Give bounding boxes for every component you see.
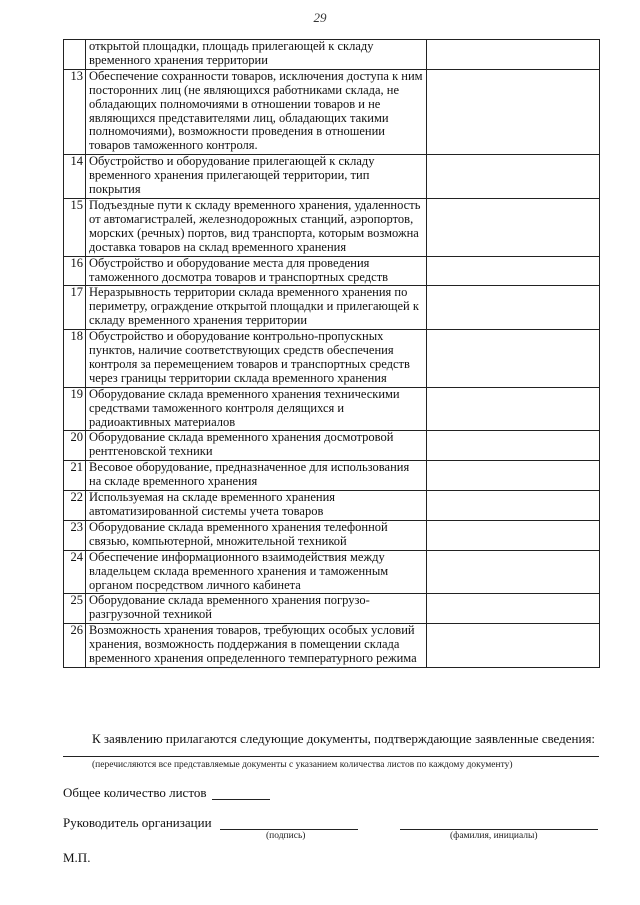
table-row (64, 286, 600, 330)
row-number: 20 (64, 431, 86, 461)
table-row (64, 461, 600, 491)
table-row (64, 387, 600, 431)
row-number: 13 (64, 69, 86, 154)
row-description: Возможность хранения товаров, требующих особых условий хранения, возможность поддержания в помещении склада временного хранения определенного температурного режима (86, 624, 427, 668)
row-value-cell[interactable] (427, 491, 600, 521)
table-row (64, 431, 600, 461)
row-description: Подъездные пути к складу временного хранения, удаленность от автомагистралей, железнодорожных станций, аэропортов, морских (речных) портов, вид транспорта, которым возможна доставка товаров на склад временного хранения (86, 198, 427, 256)
row-description: Обеспечение информационного взаимодействия между владельцем склада временного хранения и таможенным органом посредством личного кабинета (86, 550, 427, 594)
row-value-cell[interactable] (427, 330, 600, 388)
row-number: 21 (64, 461, 86, 491)
row-value-cell[interactable] (427, 69, 600, 154)
row-number: 19 (64, 387, 86, 431)
attachments-line (63, 756, 599, 757)
table-row (64, 330, 600, 388)
attachments-note: (перечисляются все представляемые документы с указанием количества листов по каждому документу) (92, 760, 513, 770)
row-description: Оборудование склада временного хранения техническими средствами таможенного контроля делящихся и радиоактивных материалов (86, 387, 427, 431)
name-line (400, 829, 598, 830)
row-description: Обеспечение сохранности товаров, исключения доступа к ним посторонних лиц (не являющихся работниками склада, не обладающих полномочиями в отношении товаров и не являющихся представителями лиц, обладающих такими полномочиями), возможности проведения в отношении товаров таможенного контроля. (86, 69, 427, 154)
table-row (64, 40, 600, 70)
row-value-cell[interactable] (427, 387, 600, 431)
row-value-cell[interactable] (427, 286, 600, 330)
row-description: Весовое оборудование, предназначенное для использования на складе временного хранения (86, 461, 427, 491)
row-value-cell[interactable] (427, 550, 600, 594)
stamp-label: М.П. (63, 850, 91, 865)
signature-line (220, 829, 358, 830)
row-description: Обустройство и оборудование места для проведения таможенного досмотра товаров и транспортных средств (86, 256, 427, 286)
table-row (64, 624, 600, 668)
row-value-cell[interactable] (427, 40, 600, 70)
row-value-cell[interactable] (427, 594, 600, 624)
row-description: Оборудование склада временного хранения погрузо-разгрузочной техникой (86, 594, 427, 624)
row-value-cell[interactable] (427, 431, 600, 461)
row-description: Оборудование склада временного хранения телефонной связью, компьютерной, множительной техникой (86, 520, 427, 550)
row-number: 22 (64, 491, 86, 521)
row-number: 25 (64, 594, 86, 624)
row-description: Обустройство и оборудование контрольно-пропускных пунктов, наличие соответствующих средств обеспечения контроля за перемещением товаров и транспортных средств через границы территории склада временного хранения (86, 330, 427, 388)
row-number: 17 (64, 286, 86, 330)
row-description: Обустройство и оборудование прилегающей к складу временного хранения прилегающей территории, тип покрытия (86, 155, 427, 199)
row-value-cell[interactable] (427, 624, 600, 668)
table-row (64, 198, 600, 256)
row-description: Неразрывность территории склада временного хранения по периметру, ограждение открытой площадки и прилегающей к складу временного хранения территории (86, 286, 427, 330)
table-row (64, 594, 600, 624)
row-number: 18 (64, 330, 86, 388)
total-sheets-line (212, 799, 270, 800)
table-row (64, 550, 600, 594)
row-value-cell[interactable] (427, 256, 600, 286)
signature-note: (подпись) (266, 831, 306, 841)
row-number: 14 (64, 155, 86, 199)
row-value-cell[interactable] (427, 198, 600, 256)
row-number: 15 (64, 198, 86, 256)
total-sheets-label: Общее количество листов (63, 785, 207, 800)
table-row (64, 491, 600, 521)
table-row (64, 520, 600, 550)
row-value-cell[interactable] (427, 155, 600, 199)
row-description: Используемая на складе временного хранения автоматизированной системы учета товаров (86, 491, 427, 521)
row-number: 23 (64, 520, 86, 550)
table-row (64, 69, 600, 154)
row-number (64, 40, 86, 70)
row-description: открытой площадки, площадь прилегающей к складу временного хранения территории (86, 40, 427, 70)
table-row (64, 256, 600, 286)
row-number: 16 (64, 256, 86, 286)
name-note: (фамилия, инициалы) (450, 831, 538, 841)
row-description: Оборудование склада временного хранения досмотровой рентгеновской техники (86, 431, 427, 461)
attachments-statement: К заявлению прилагаются следующие документы, подтверждающие заявленные сведения: (92, 731, 596, 746)
row-number: 24 (64, 550, 86, 594)
row-value-cell[interactable] (427, 520, 600, 550)
page-number: 29 (313, 10, 327, 25)
table-row (64, 155, 600, 199)
row-value-cell[interactable] (427, 461, 600, 491)
row-number: 26 (64, 624, 86, 668)
head-of-organization-label: Руководитель организации (63, 815, 212, 830)
requirements-table (63, 39, 600, 668)
